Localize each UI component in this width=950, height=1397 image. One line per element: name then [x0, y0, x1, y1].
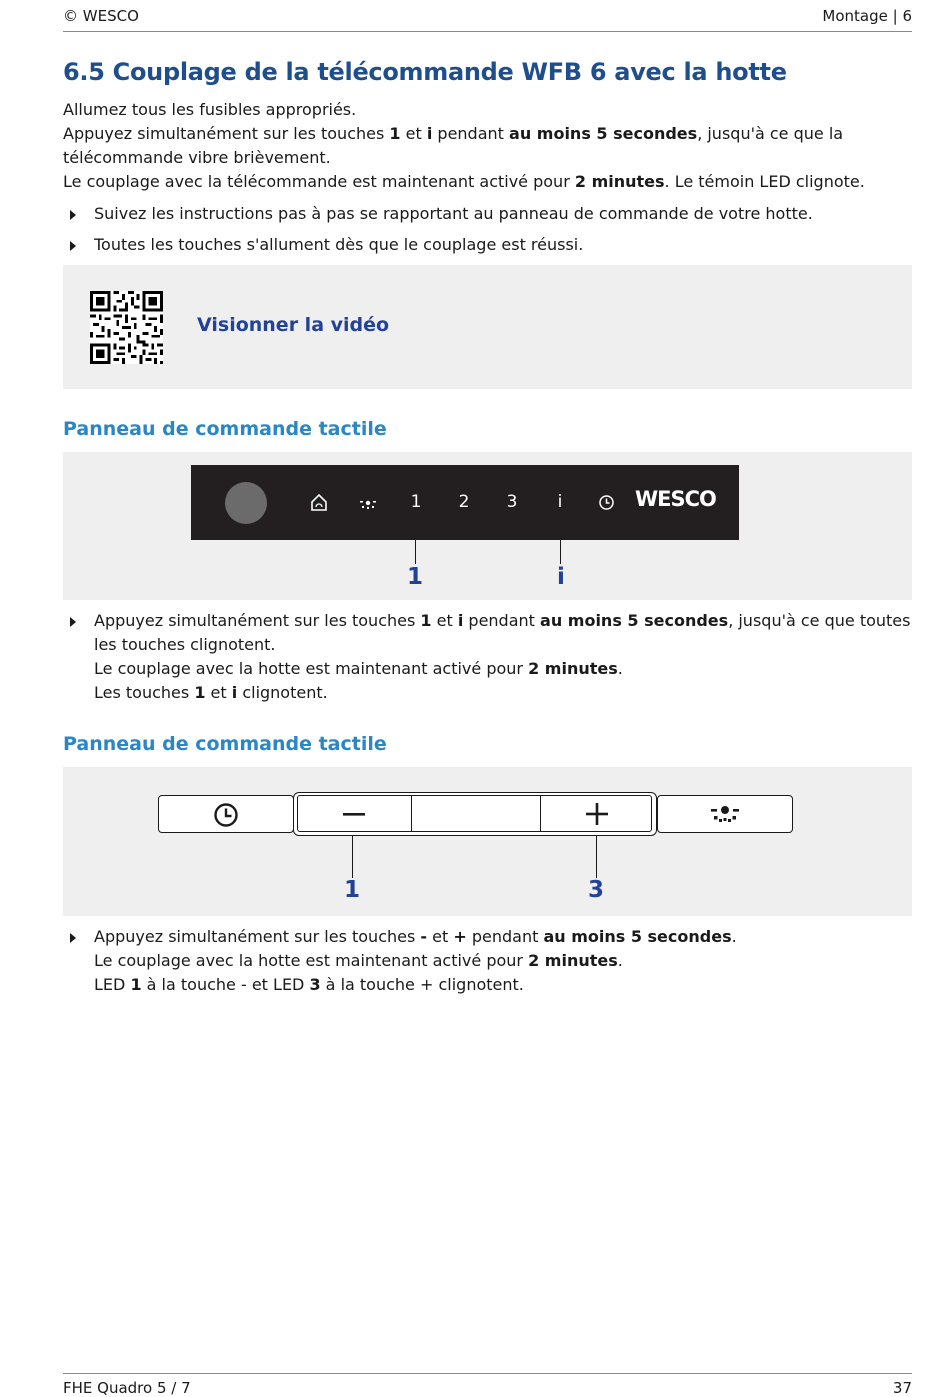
diagram-panel-1 [63, 452, 912, 600]
list-item: Appuyez simultanément sur les touches - et + pendant au moins 5 secondes. Le couplage avec la hotte est maintenant activé pour 2 minutes. LED 1 à la touche - et LED 3 à la touche + clignotent. [63, 925, 913, 997]
list-item: Toutes les touches s'allument dès que le couplage est réussi. [63, 233, 913, 257]
bullet-arrow-icon [70, 210, 76, 220]
light-icon [707, 802, 743, 826]
video-box [63, 265, 912, 389]
knob-control[interactable] [225, 482, 267, 524]
bullet-arrow-icon [70, 933, 76, 943]
light-dim-icon[interactable] [358, 495, 378, 511]
section-heading-1: Panneau de commande tactile [63, 418, 387, 440]
touch-control-panel-black [191, 465, 739, 540]
list-item: Appuyez simultanément sur les touches 1 et i pendant au moins 5 secondes, jusqu'à ce que toutes les touches clignotent. Le couplage avec la hotte est maintenant activé pour 2 minutes. Les touches 1 et i clignotent. [63, 609, 913, 705]
slider-group [293, 792, 657, 836]
video-link[interactable]: Visionner la vidéo [197, 314, 390, 336]
page-title: 6.5 Couplage de la télécommande WFB 6 avec la hotte [63, 58, 787, 86]
clock-icon[interactable] [598, 494, 615, 511]
slider-track[interactable] [297, 795, 652, 832]
bullet-arrow-icon [70, 241, 76, 251]
intro-line-3: Le couplage avec la télécommande est maintenant activé pour 2 minutes. Le témoin LED clignote. [63, 172, 865, 191]
bullet-arrow-icon [70, 617, 76, 627]
timer-button[interactable] [158, 795, 294, 833]
light-button[interactable] [657, 795, 793, 833]
page-header [63, 7, 912, 32]
list-item: Suivez les instructions pas à pas se rapportant au panneau de commande de votre hotte. [63, 202, 913, 226]
key-2[interactable]: 2 [458, 492, 470, 512]
home-recirculation-icon[interactable] [310, 493, 328, 513]
diagram-panel-2 [63, 767, 912, 916]
callout-line [560, 540, 561, 564]
qr-code-icon[interactable] [90, 291, 163, 364]
callout-line [352, 836, 353, 878]
header-copyright: © WESCO [63, 7, 139, 25]
intro-line-2: Appuyez simultanément sur les touches 1 et i pendant au moins 5 secondes, jusqu'à ce que la télécommande vibre brièvement. [63, 124, 844, 167]
callout-label-1: 1 [343, 877, 360, 903]
callout-line [415, 540, 416, 564]
page-number: 37 [892, 1379, 912, 1397]
key-i[interactable]: i [557, 492, 563, 512]
footer-product: FHE Quadro 5 / 7 [63, 1379, 191, 1397]
intro-line-1: Allumez tous les fusibles appropriés. [63, 100, 357, 119]
plus-icon[interactable] [585, 802, 609, 826]
key-1[interactable]: 1 [410, 492, 422, 512]
header-section: Montage | 6 [822, 7, 912, 25]
callout-label-3: 3 [587, 877, 604, 903]
callout-label-i: i [557, 564, 565, 590]
page-footer [63, 1373, 912, 1397]
intro-paragraph [63, 98, 893, 194]
minus-icon[interactable] [342, 807, 366, 821]
brand-logo: WESCO [635, 487, 716, 511]
section-heading-2: Panneau de commande tactile [63, 733, 387, 755]
key-3[interactable]: 3 [506, 492, 518, 512]
callout-line [596, 836, 597, 878]
callout-label-1: 1 [406, 564, 423, 590]
clock-icon [213, 802, 239, 828]
